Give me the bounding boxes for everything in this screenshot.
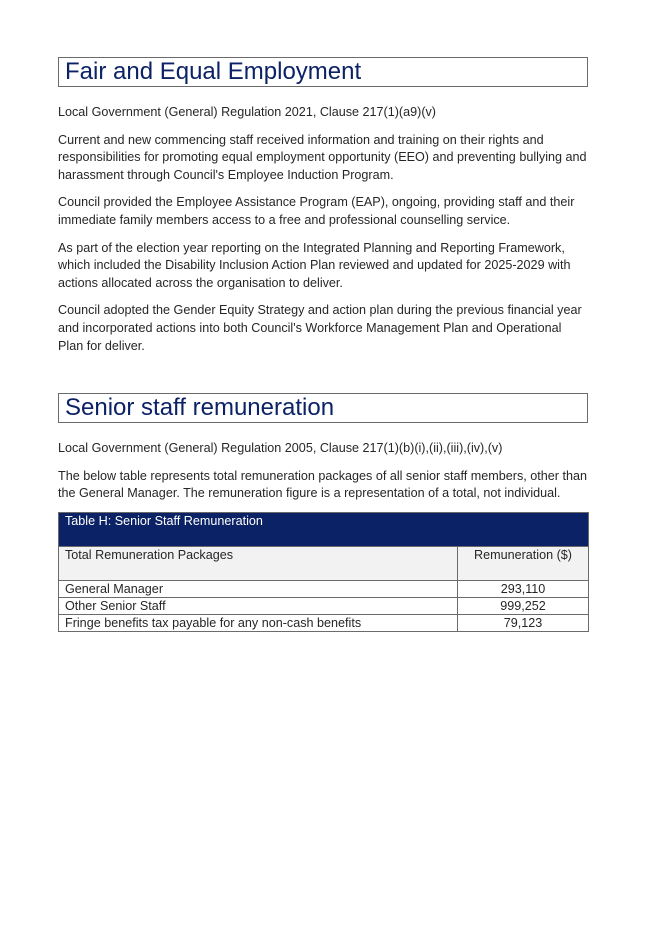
table-header-row [59,546,589,580]
row-label: Other Senior Staff [59,597,458,614]
row-label: Fringe benefits tax payable for any non-cash benefits [59,614,458,631]
senior-staff-regulation: Local Government (General) Regulation 2005, Clause 217(1)(b)(i),(ii),(iii),(iv),(v) [58,441,503,456]
fair-equal-regulation: Local Government (General) Regulation 2021, Clause 217(1)(a9)(v) [58,105,437,119]
column-header-remuneration: Remuneration ($) [458,546,589,580]
row-value: 79,123 [458,614,589,631]
fair-equal-paragraph-4: Council adopted the Gender Equity Strategy and action plan during the previous financial year and incorporated actions into both Council's Workforce Management Plan and Operational Plan for deliver. [58,303,582,353]
row-value: 293,110 [458,580,589,597]
column-header-packages: Total Remuneration Packages [59,546,458,580]
table-caption: Table H: Senior Staff Remuneration [59,512,589,546]
fair-equal-paragraph-3: As part of the election year reporting on the Integrated Planning and Reporting Framework, which included the Disability Inclusion Action Plan reviewed and updated for 2025-2029 with actions allocated across the organisation to deliver. [58,240,571,290]
document-page [58,57,588,632]
row-value: 999,252 [458,597,589,614]
senior-staff-heading: Senior staff remuneration [58,393,588,423]
senior-staff-intro: The below table represents total remuneration packages of all senior staff members, other than the General Manager. The remuneration figure is a representation of a total, not individual. [58,468,587,501]
fair-equal-paragraph-2: Council provided the Employee Assistance Program (EAP), ongoing, providing staff and their immediate family members access to a free and professional counselling service. [58,195,575,227]
fair-equal-heading: Fair and Equal Employment [58,57,588,87]
fair-equal-paragraph-1: Current and new commencing staff received information and training on their rights and responsibilities for promoting equal employment opportunity (EEO) and preventing bullying and harassment through Council's Employee Induction Program. [58,132,587,182]
table-row [59,614,589,631]
row-label: General Manager [59,580,458,597]
table-caption-row [59,512,589,546]
senior-staff-remuneration-table [58,512,589,632]
table-row [59,597,589,614]
table-row [59,580,589,597]
